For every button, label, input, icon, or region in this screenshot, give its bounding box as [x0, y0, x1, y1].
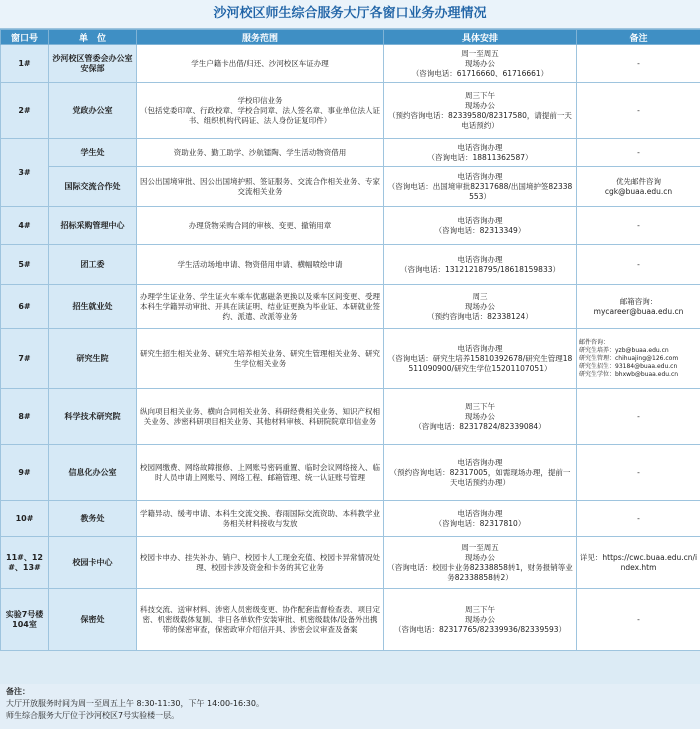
table-row [1, 167, 700, 207]
unit-name: 团工委 [49, 245, 137, 285]
service-scope: 学校印信业务 （包括党委印章、行政校章、学校合同章、法人签名章、事业单位法人证书、组织机构代码证、法人身份证复印件） [137, 83, 384, 139]
service-scope: 资助业务、勤工助学、沙航镭陶、学生活动物资借用 [137, 139, 384, 167]
table-row [1, 83, 700, 139]
unit-name: 信息化办公室 [49, 445, 137, 501]
unit-name: 科学技术研究院 [49, 389, 137, 445]
window-no: 5# [1, 245, 49, 285]
unit-name: 国际交流合作处 [49, 167, 137, 207]
schedule: 电话咨询办理 （咨询电话：研究生培养15810392678/研究生管理18511090900/研究生学位15201107051） [384, 329, 577, 389]
schedule: 周一至周五 现场办公 （咨询电话：校园卡业务82338858转1，财务报销等业务82338858转2） [384, 537, 577, 589]
window-no: 实验7号楼104室 [1, 589, 49, 651]
header-scope: 服务范围 [137, 30, 384, 45]
schedule: 周三下午 现场办公 （预约咨询电话：82339580/82317580，请提前一天电话预约） [384, 83, 577, 139]
table-row [1, 45, 700, 83]
header-schedule: 具体安排 [384, 30, 577, 45]
unit-name: 沙河校区管委会办公室安保部 [49, 45, 137, 83]
note: - [577, 589, 700, 651]
schedule: 电话咨询办理 （咨询电话：出国境审批82317688/出国境护签82338553） [384, 167, 577, 207]
note: - [577, 139, 700, 167]
table-row [1, 139, 700, 167]
header-note: 备注 [577, 30, 700, 45]
table-row [1, 285, 700, 329]
service-scope: 学生活动场地申请、物资借用申请、横幅喷绘申请 [137, 245, 384, 285]
window-no: 7# [1, 329, 49, 389]
window-no: 10# [1, 501, 49, 537]
table-row [1, 589, 700, 651]
footer-hours: 大厅开放服务时间为周一至周五上午 8:30-11:30，下午 14:00-16:30。 [6, 699, 264, 708]
footer-location: 师生综合服务大厅位于沙河校区7号实验楼一层。 [6, 711, 180, 720]
service-scope: 科技交流、送审材料、涉密人员密级变更、协作配套监督检查表、项目定密、机密级载体复制、非日各单软件安装审批、机密级载体/设备外出携带的保密审查，保密政审介绍信开具、涉密会议审查及备案 [137, 589, 384, 651]
schedule: 周三 现场办公 （预约咨询电话：82338124） [384, 285, 577, 329]
schedule: 电话咨询办理 （咨询电话：13121218795/18618159833） [384, 245, 577, 285]
window-no: 6# [1, 285, 49, 329]
unit-name: 教务处 [49, 501, 137, 537]
table-row [1, 445, 700, 501]
unit-name: 招标采购管理中心 [49, 207, 137, 245]
service-scope: 校园卡申办、挂失补办、销户、校园卡人工现金充值、校园卡异常情况处理、校园卡涉及资金和卡务的其它业务 [137, 537, 384, 589]
service-table [0, 29, 700, 651]
window-no: 2# [1, 83, 49, 139]
service-scope: 校园网缴费、网络故障报修、上网账号密码重置、临时会议网络接入、临时人员申请上网账号、网络工程、邮箱管理、统一认证账号管理 [137, 445, 384, 501]
window-no: 8# [1, 389, 49, 445]
window-no: 11#、12#、13# [1, 537, 49, 589]
service-scope: 办理货物采购合同的审核、变更、撤销用章 [137, 207, 384, 245]
schedule: 电话咨询办理 （咨询电话：82313349） [384, 207, 577, 245]
schedule: 电话咨询办理 （咨询电话：18811362587） [384, 139, 577, 167]
header-unit: 单 位 [49, 30, 137, 45]
window-no: 1# [1, 45, 49, 83]
note: - [577, 389, 700, 445]
unit-name: 研究生院 [49, 329, 137, 389]
schedule: 周三下午 现场办公 （咨询电话：82317765/82339936/82339593） [384, 589, 577, 651]
unit-name: 保密处 [49, 589, 137, 651]
schedule: 周三下午 现场办公 （咨询电话：82317824/82339084） [384, 389, 577, 445]
note: - [577, 445, 700, 501]
schedule: 周一至周五 现场办公 （咨询电话：61716660、61716661） [384, 45, 577, 83]
table-row [1, 329, 700, 389]
unit-name: 校园卡中心 [49, 537, 137, 589]
service-scope: 因公出国境审批、因公出国境护照、签证服务、交流合作相关业务、专家交流相关业务 [137, 167, 384, 207]
table-row [1, 537, 700, 589]
window-no: 4# [1, 207, 49, 245]
note: 详见：https://cwc.buaa.edu.cn/index.htm [577, 537, 700, 589]
note: 优先邮件咨询 cgk@buaa.edu.cn [577, 167, 700, 207]
schedule: 电话咨询办理 （咨询电话：82317810） [384, 501, 577, 537]
unit-name: 招生就业处 [49, 285, 137, 329]
note: 邮件咨询： 研究生培养：yzb@buaa.edu.cn 研究生管理：chihuajing@126.com 研究生招生：93184@buaa.edu.cn 研究生学位：bhxwb@buaa.edu.cn [577, 329, 700, 389]
page-title: 沙河校区师生综合服务大厅各窗口业务办理情况 [0, 0, 700, 29]
window-no: 3# [1, 139, 49, 207]
note: - [577, 245, 700, 285]
footer-notes [0, 684, 700, 729]
window-no: 9# [1, 445, 49, 501]
table-header-row [1, 30, 700, 45]
unit-name: 党政办公室 [49, 83, 137, 139]
table-row [1, 207, 700, 245]
note: - [577, 207, 700, 245]
footer-heading: 备注： [6, 687, 30, 696]
service-scope: 研究生招生相关业务、研究生培养相关业务、研究生管理相关业务、研究生学位相关业务 [137, 329, 384, 389]
service-scope: 办理学生证业务、学生证火车乘车优惠磁条更换以及乘车区间变更、受理本科生学籍异动审批、开具在读证明、结业证更换为毕业证、本研就业签约、派遣、改派等业务 [137, 285, 384, 329]
note: - [577, 45, 700, 83]
header-window-no: 窗口号 [1, 30, 49, 45]
table-row [1, 501, 700, 537]
service-scope: 学生户籍卡出借/归还、沙河校区车证办理 [137, 45, 384, 83]
service-scope: 学籍异动、缓考申请、本科生交流交换、春雨国际交流资助、本科教学业务相关材料接收与发放 [137, 501, 384, 537]
schedule: 电话咨询办理 （预约咨询电话：82317005，如需现场办理，提前一天电话预约办理） [384, 445, 577, 501]
table-row [1, 389, 700, 445]
table-row [1, 245, 700, 285]
note: - [577, 501, 700, 537]
unit-name: 学生处 [49, 139, 137, 167]
service-scope: 纵向项目相关业务、横向合同相关业务、科研经费相关业务、知识产权相关业务、涉密科研项目相关业务、其他材料审核、科研院院章印信业务 [137, 389, 384, 445]
note: - [577, 83, 700, 139]
note: 邮箱咨询： mycareer@buaa.edu.cn [577, 285, 700, 329]
